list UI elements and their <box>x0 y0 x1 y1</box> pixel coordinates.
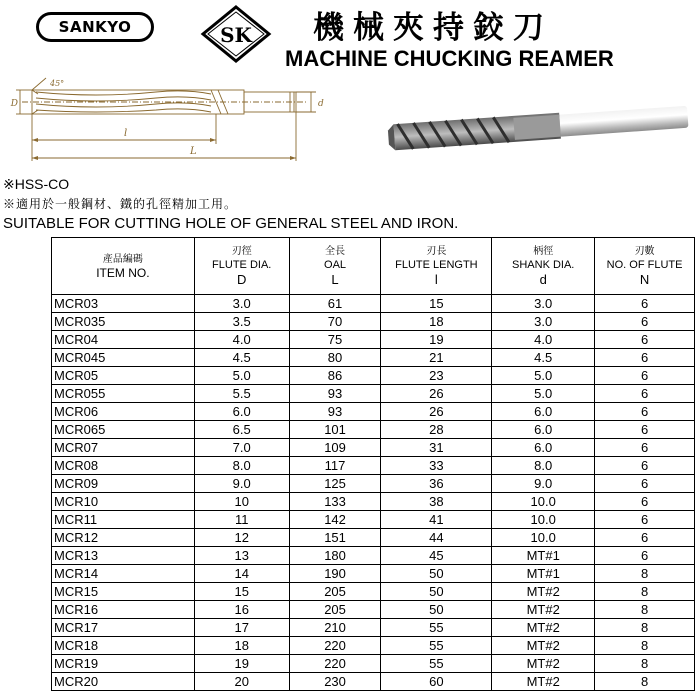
cell-flute-dia: 20 <box>194 673 289 691</box>
angle-label: 45° <box>50 79 65 88</box>
cell-item-no: MCR18 <box>52 637 195 655</box>
cell-flute-dia: 19 <box>194 655 289 673</box>
table-row <box>52 637 695 655</box>
cell-oal: 101 <box>289 421 381 439</box>
table-row <box>52 601 695 619</box>
cell-no-of-flute: 8 <box>595 619 695 637</box>
cell-flute-length: 50 <box>381 601 492 619</box>
cell-no-of-flute: 8 <box>595 655 695 673</box>
reamer-product-photo <box>384 76 698 176</box>
cell-no-of-flute: 8 <box>595 637 695 655</box>
table-row <box>52 493 695 511</box>
cell-oal: 61 <box>289 295 381 313</box>
sankyo-logo-text: SANKYO <box>58 18 132 36</box>
cell-oal: 117 <box>289 457 381 475</box>
header-shank-dia <box>492 238 595 295</box>
header-cn: 刃徑 <box>231 245 252 257</box>
cell-item-no: MCR04 <box>52 331 195 349</box>
cell-shank-dia: 6.0 <box>492 439 595 457</box>
cell-flute-dia: 12 <box>194 529 289 547</box>
header-symbol: d <box>539 271 547 287</box>
header-en: FLUTE DIA. <box>212 258 272 271</box>
cell-no-of-flute: 6 <box>595 385 695 403</box>
cell-flute-length: 28 <box>381 421 492 439</box>
cell-oal: 180 <box>289 547 381 565</box>
cell-flute-length: 60 <box>381 673 492 691</box>
cell-flute-length: 50 <box>381 565 492 583</box>
cell-no-of-flute: 6 <box>595 529 695 547</box>
cell-shank-dia: 6.0 <box>492 403 595 421</box>
table-row <box>52 295 695 313</box>
cell-no-of-flute: 6 <box>595 331 695 349</box>
cell-oal: 93 <box>289 403 381 421</box>
cell-no-of-flute: 6 <box>595 349 695 367</box>
cell-oal: 125 <box>289 475 381 493</box>
cell-flute-dia: 7.0 <box>194 439 289 457</box>
table-row <box>52 565 695 583</box>
header-cn: 產品編碼 <box>102 253 143 265</box>
cell-flute-dia: 11 <box>194 511 289 529</box>
usage-note-chinese: ※適用於一般鋼材、鐵的孔徑精加工用。 <box>3 197 238 211</box>
cell-item-no: MCR11 <box>52 511 195 529</box>
cell-flute-dia: 5.5 <box>194 385 289 403</box>
cell-oal: 205 <box>289 583 381 601</box>
cell-flute-length: 36 <box>381 475 492 493</box>
cell-item-no: MCR20 <box>52 673 195 691</box>
table-row <box>52 655 695 673</box>
cell-shank-dia: MT#2 <box>492 637 595 655</box>
table-row <box>52 403 695 421</box>
cell-item-no: MCR055 <box>52 385 195 403</box>
cell-oal: 80 <box>289 349 381 367</box>
cell-no-of-flute: 6 <box>595 421 695 439</box>
cell-oal: 220 <box>289 637 381 655</box>
cell-shank-dia: 5.0 <box>492 367 595 385</box>
cell-item-no: MCR10 <box>52 493 195 511</box>
cell-flute-dia: 3.5 <box>194 313 289 331</box>
cell-no-of-flute: 8 <box>595 583 695 601</box>
cell-flute-dia: 14 <box>194 565 289 583</box>
page-title-english: MACHINE CHUCKING REAMER <box>285 46 614 71</box>
cell-shank-dia: MT#2 <box>492 601 595 619</box>
cell-flute-length: 26 <box>381 403 492 421</box>
table-row <box>52 313 695 331</box>
cell-no-of-flute: 6 <box>595 367 695 385</box>
table-row <box>52 331 695 349</box>
header-flute-length <box>381 238 492 295</box>
cell-oal: 205 <box>289 601 381 619</box>
table-row <box>52 529 695 547</box>
header-symbol: l <box>434 271 438 287</box>
cell-shank-dia: MT#1 <box>492 547 595 565</box>
cell-no-of-flute: 6 <box>595 295 695 313</box>
cell-oal: 190 <box>289 565 381 583</box>
table-row <box>52 619 695 637</box>
cell-flute-length: 33 <box>381 457 492 475</box>
header-en: SHANK DIA. <box>512 258 575 271</box>
cell-shank-dia: MT#1 <box>492 565 595 583</box>
table-row <box>52 511 695 529</box>
cell-shank-dia: 8.0 <box>492 457 595 475</box>
header-symbol: D <box>237 271 247 287</box>
cell-flute-dia: 6.0 <box>194 403 289 421</box>
cell-item-no: MCR09 <box>52 475 195 493</box>
table-row <box>52 385 695 403</box>
header-cn: 全長 <box>325 245 346 257</box>
cell-oal: 93 <box>289 385 381 403</box>
header-en: ITEM NO. <box>96 265 150 280</box>
cell-no-of-flute: 6 <box>595 511 695 529</box>
cell-flute-length: 45 <box>381 547 492 565</box>
table-row <box>52 583 695 601</box>
cell-oal: 230 <box>289 673 381 691</box>
cell-flute-length: 55 <box>381 637 492 655</box>
cell-shank-dia: 3.0 <box>492 295 595 313</box>
cell-shank-dia: 4.0 <box>492 331 595 349</box>
cell-item-no: MCR035 <box>52 313 195 331</box>
cell-flute-length: 19 <box>381 331 492 349</box>
cell-flute-dia: 15 <box>194 583 289 601</box>
cell-shank-dia: 10.0 <box>492 529 595 547</box>
table-row <box>52 457 695 475</box>
cell-flute-dia: 4.5 <box>194 349 289 367</box>
shank-dia-label: d <box>318 99 324 109</box>
table-row <box>52 421 695 439</box>
flute-length-label: l <box>124 128 128 139</box>
flute-dia-label: D <box>10 99 18 109</box>
cell-no-of-flute: 6 <box>595 547 695 565</box>
cell-no-of-flute: 6 <box>595 439 695 457</box>
cell-flute-length: 38 <box>381 493 492 511</box>
cell-flute-dia: 8.0 <box>194 457 289 475</box>
cell-item-no: MCR06 <box>52 403 195 421</box>
cell-oal: 151 <box>289 529 381 547</box>
cell-flute-length: 31 <box>381 439 492 457</box>
header-symbol: L <box>331 271 339 287</box>
cell-no-of-flute: 8 <box>595 601 695 619</box>
cell-flute-length: 44 <box>381 529 492 547</box>
cell-no-of-flute: 6 <box>595 475 695 493</box>
cell-item-no: MCR14 <box>52 565 195 583</box>
cell-flute-length: 26 <box>381 385 492 403</box>
cell-flute-length: 18 <box>381 313 492 331</box>
header-item-no <box>52 238 195 295</box>
cell-item-no: MCR15 <box>52 583 195 601</box>
header-en: FLUTE LENGTH <box>395 258 478 271</box>
cell-flute-dia: 4.0 <box>194 331 289 349</box>
cell-shank-dia: MT#2 <box>492 583 595 601</box>
header-en: OAL <box>324 258 347 271</box>
cell-oal: 75 <box>289 331 381 349</box>
cell-no-of-flute: 6 <box>595 313 695 331</box>
header-cn: 柄徑 <box>533 245 554 257</box>
cell-item-no: MCR05 <box>52 367 195 385</box>
cell-flute-length: 41 <box>381 511 492 529</box>
table-row <box>52 439 695 457</box>
cell-no-of-flute: 8 <box>595 565 695 583</box>
cell-flute-dia: 9.0 <box>194 475 289 493</box>
specification-table <box>51 237 695 691</box>
usage-note-english: SUITABLE FOR CUTTING HOLE OF GENERAL STEEL AND IRON. <box>3 215 459 232</box>
cell-flute-length: 50 <box>381 583 492 601</box>
cell-shank-dia: 3.0 <box>492 313 595 331</box>
cell-shank-dia: 5.0 <box>492 385 595 403</box>
table-row <box>52 349 695 367</box>
cell-item-no: MCR13 <box>52 547 195 565</box>
reamer-technical-drawing <box>6 76 350 174</box>
cell-flute-dia: 3.0 <box>194 295 289 313</box>
cell-item-no: MCR07 <box>52 439 195 457</box>
table-row <box>52 547 695 565</box>
cell-shank-dia: 10.0 <box>492 493 595 511</box>
cell-flute-length: 21 <box>381 349 492 367</box>
table-header-row <box>52 238 695 295</box>
header-no-of-flute <box>595 238 695 295</box>
cell-item-no: MCR12 <box>52 529 195 547</box>
cell-no-of-flute: 8 <box>595 673 695 691</box>
cell-item-no: MCR17 <box>52 619 195 637</box>
cell-item-no: MCR16 <box>52 601 195 619</box>
header-en: NO. OF FLUTE <box>606 258 683 271</box>
cell-flute-length: 23 <box>381 367 492 385</box>
cell-flute-dia: 6.5 <box>194 421 289 439</box>
cell-shank-dia: 4.5 <box>492 349 595 367</box>
header-cn: 刃數 <box>634 245 655 257</box>
cell-oal: 220 <box>289 655 381 673</box>
sankyo-logo <box>36 12 154 42</box>
cell-item-no: MCR08 <box>52 457 195 475</box>
cell-item-no: MCR19 <box>52 655 195 673</box>
cell-shank-dia: MT#2 <box>492 673 595 691</box>
cell-flute-dia: 10 <box>194 493 289 511</box>
cell-shank-dia: MT#2 <box>492 619 595 637</box>
cell-item-no: MCR065 <box>52 421 195 439</box>
sk-logo-text: SK <box>220 23 252 47</box>
cell-shank-dia: 6.0 <box>492 421 595 439</box>
table-row <box>52 367 695 385</box>
page-title-chinese: 機械夾持鉸刀 <box>313 10 553 46</box>
cell-oal: 133 <box>289 493 381 511</box>
cell-oal: 70 <box>289 313 381 331</box>
cell-oal: 142 <box>289 511 381 529</box>
cell-shank-dia: 9.0 <box>492 475 595 493</box>
sk-logo <box>200 4 272 64</box>
cell-shank-dia: 10.0 <box>492 511 595 529</box>
cell-oal: 210 <box>289 619 381 637</box>
overall-length-label: L <box>190 146 197 157</box>
cell-flute-dia: 18 <box>194 637 289 655</box>
header-symbol: N <box>639 271 650 287</box>
table-body <box>52 295 695 691</box>
cell-flute-dia: 13 <box>194 547 289 565</box>
cell-flute-dia: 16 <box>194 601 289 619</box>
material-note: ※HSS-CO <box>3 176 70 192</box>
cell-flute-dia: 17 <box>194 619 289 637</box>
table-row <box>52 673 695 691</box>
header-oal <box>289 238 381 295</box>
cell-shank-dia: MT#2 <box>492 655 595 673</box>
cell-oal: 86 <box>289 367 381 385</box>
cell-flute-length: 15 <box>381 295 492 313</box>
cell-no-of-flute: 6 <box>595 493 695 511</box>
header-cn: 刃長 <box>426 245 447 257</box>
header-flute-dia <box>194 238 289 295</box>
cell-item-no: MCR045 <box>52 349 195 367</box>
cell-no-of-flute: 6 <box>595 403 695 421</box>
cell-no-of-flute: 6 <box>595 457 695 475</box>
cell-flute-dia: 5.0 <box>194 367 289 385</box>
cell-oal: 109 <box>289 439 381 457</box>
table-row <box>52 475 695 493</box>
cell-flute-length: 55 <box>381 619 492 637</box>
cell-item-no: MCR03 <box>52 295 195 313</box>
cell-flute-length: 55 <box>381 655 492 673</box>
